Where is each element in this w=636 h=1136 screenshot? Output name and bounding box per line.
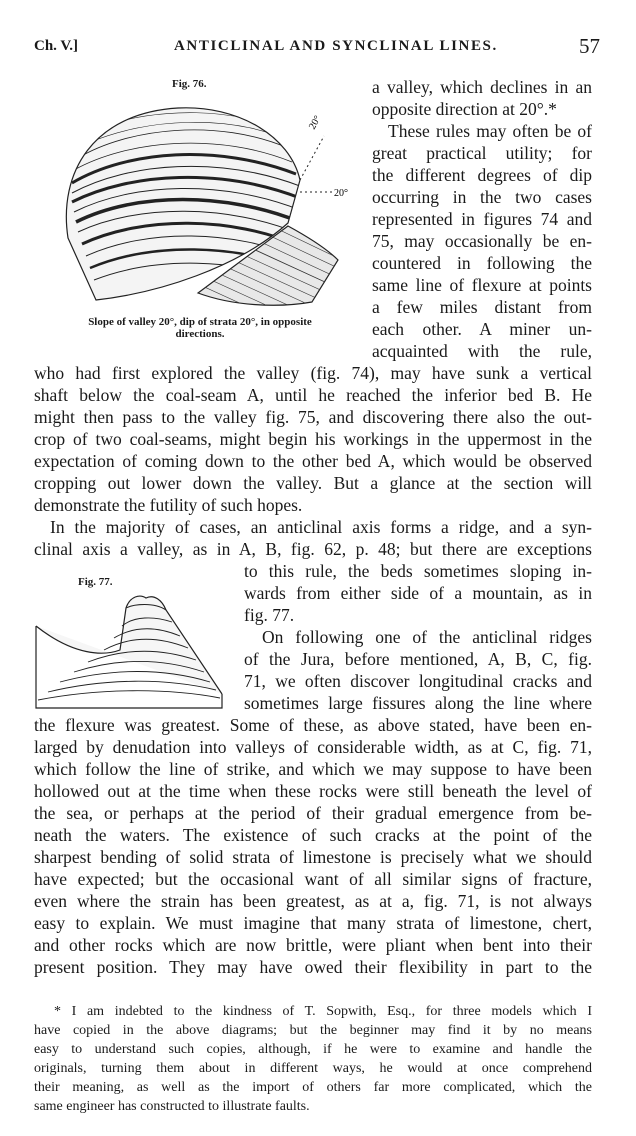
body-text-line: crop of two coal-seams, might begin his workings in the uppermost in the [34, 429, 592, 449]
body-text-line: and other rocks which are now brittle, were pliant when bent into their [34, 935, 592, 955]
body-text-line: great practical utility; for [372, 143, 592, 163]
figure-76-caption-line: directions. [175, 328, 225, 340]
body-text-line: countered in following the [372, 253, 592, 273]
body-text-line: These rules may often be of [388, 121, 592, 141]
body-text-line: 75, may occasionally be en- [372, 231, 592, 251]
body-text-line: larged by denudation into valleys of considerable width, as at C, fig. 71, [34, 737, 592, 757]
chapter-label: Ch. V.] [34, 38, 79, 54]
running-title: ANTICLINAL AND SYNCLINAL LINES. [174, 38, 498, 54]
body-text-line: In the majority of cases, an anticlinal axis forms a ridge, and a syn- [50, 517, 592, 537]
body-text-line: hollowed out at the time when these rocks were still beneath the level of [34, 781, 592, 801]
figure-76-slope-angle: 20° [307, 113, 324, 132]
figure-76-label: Fig. 76. [172, 78, 207, 90]
figure-76-illustration [38, 88, 360, 312]
running-header [34, 34, 600, 62]
figure-76-caption-line: Slope of valley 20°, dip of strata 20°, in opposite [88, 316, 312, 328]
body-text-line: wards from either side of a mountain, as in [244, 583, 592, 603]
body-text-line: neath the waters. The existence of such cracks at the point of the [34, 825, 592, 845]
body-text-line: shaft below the coal-seam A, until he reached the inferior bed B. He [34, 385, 592, 405]
body-text-line: present position. They may have owed their flexibility in part to the [34, 957, 592, 977]
body-text-line: sharpest bending of solid strata of limestone is precisely what we should [34, 847, 592, 867]
body-text-line: expectation of coming down to the other bed A, which would be observed [34, 451, 592, 471]
body-text-line: the flexure was greatest. Some of these, as above stated, have been en- [34, 715, 592, 735]
figure-76-dip-angle: 20° [334, 188, 348, 199]
body-text-line: represented in figures 74 and [372, 209, 592, 229]
body-text-line: who had first explored the valley (fig. 74), may have sunk a vertical [34, 363, 592, 383]
body-text-line: clinal axis a valley, as in A, B, fig. 62, p. 48; but there are exceptions [34, 539, 592, 559]
footnote-line: * I am indebted to the kindness of T. Sopwith, Esq., for three models which I [54, 1004, 592, 1019]
body-text-line: 71, we often discover longitudinal cracks and [244, 671, 592, 691]
body-text-line: sometimes large fissures along the line where [244, 693, 592, 713]
body-text-line: each other. A miner un- [372, 319, 592, 339]
body-text-line: the sea, or perhaps at the period of their gradual emergence from be- [34, 803, 592, 823]
body-text-line: a valley, which declines in an [372, 77, 592, 97]
body-text-line: fig. 77. [244, 605, 295, 625]
footnote-line: their meaning, as well as the import of others far more complicated, which the [34, 1080, 592, 1095]
body-text-line: to this rule, the beds sometimes sloping in- [244, 561, 592, 581]
figure-76-caption [50, 316, 350, 340]
body-text-line: of the Jura, before mentioned, A, B, C, fig. [244, 649, 592, 669]
body-text-line: On following one of the anticlinal ridges [262, 627, 592, 647]
footnote-line: easy to understand such copies, although, if he were to examine and handle the [34, 1042, 592, 1057]
body-text-line: might then pass to the valley fig. 75, and discovering there also the out- [34, 407, 592, 427]
body-text-line: same line of flexure at points [372, 275, 592, 295]
body-text-line: occurring in the two cases [372, 187, 592, 207]
footnote-line: same engineer has constructed to illustrate faults. [34, 1099, 310, 1114]
body-text-line: cropping out lower down the valley. But a glance at the section will [34, 473, 592, 493]
figure-77-label: Fig. 77. [78, 576, 113, 588]
body-text-line: acquainted with the rule, [372, 341, 592, 361]
footnote-line: have copied in the above diagrams; but the beginner may find it by no means [34, 1023, 592, 1038]
body-text-line: have expected; but the occasional want of all similar signs of fracture, [34, 869, 592, 889]
body-text-line: the different degrees of dip [372, 165, 592, 185]
footnote-line: originals, turning them about in different ways, he would at once comprehend [34, 1061, 592, 1076]
body-text-line: which follow the line of strike, and which we may suppose to have been [34, 759, 592, 779]
body-text-line: easy to explain. We must imagine that many strata of limestone, chert, [34, 913, 592, 933]
body-text-line: opposite direction at 20°.* [372, 99, 557, 119]
figure-77-illustration [34, 586, 236, 716]
page-number: 57 [579, 34, 600, 58]
body-text-line: even where the strain has been greatest, as at a, fig. 71, is not always [34, 891, 592, 911]
body-text-line: demonstrate the futility of such hopes. [34, 495, 303, 515]
body-text-line: a few miles distant from [372, 297, 592, 317]
